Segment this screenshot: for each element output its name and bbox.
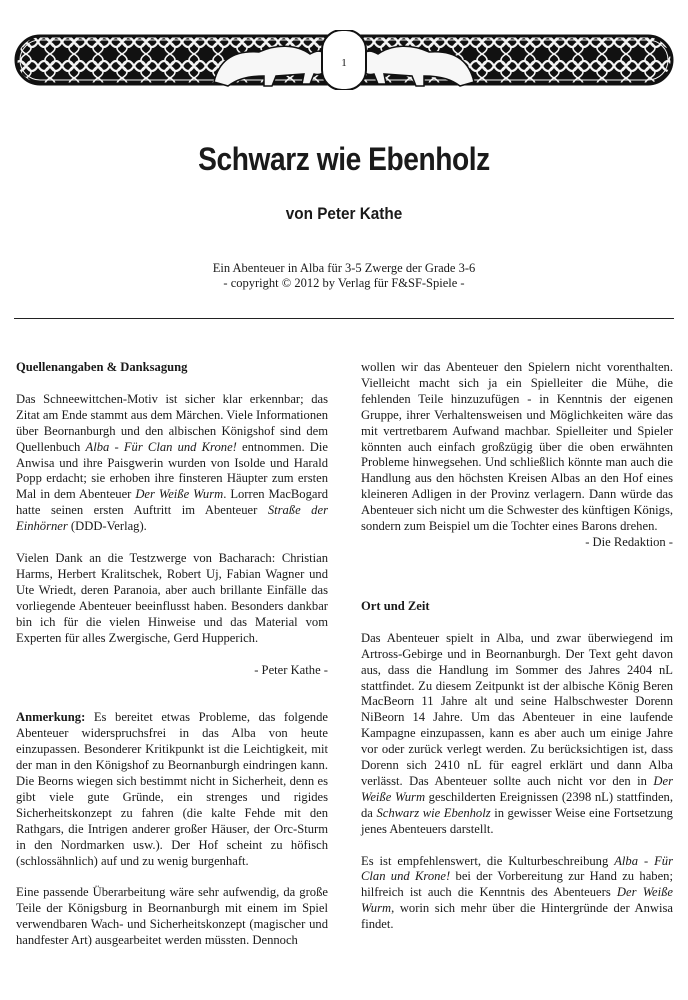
subtitle — [0, 261, 688, 291]
copyright-line: - copyright © 2012 by Verlag für F&SF-Spiele - — [223, 276, 465, 290]
paragraph-revision: Eine passende Überarbeitung wäre sehr aufwendig, da große Teile der Königsburg in Beornanburgh mit einem im Spiel verwendbaren Wach- und Sicherheitskonzept (magischer und handfester Art) ausgearbeitet werden müssten. Dennoch — [16, 885, 328, 948]
right-column — [361, 360, 673, 933]
paragraph-note: Anmerkung: Es bereitet etwas Probleme, das folgende Abenteuer widerspruchsfrei in das Alba von heute einzupassen. Besonderer Kritikpunkt ist die Leichtigkeit, mit der man in den Königshof zu Beornanburgh eindringen kann. Die Beorns wiegen sich bestimmt nicht in Sicherheit, denn es gibt viele gute Gründe, ein strenges und rigides Sicherheitskonzept zu fahren (die kalte Fehde mit den Rathgars, die Intrigen anderer großer Häuser, der Orc-Sturm in den Nordmarken usw.). Der Hof scheint zu höfisch (schlossähnlich) auf und zu wenig burgenhaft. — [16, 710, 328, 868]
paragraph-place-time: Das Abenteuer spielt in Alba, und zwar überwiegend im Artross-Gebirge und in Beornanburgh. Der Text geht davon aus, dass die Handlung im Sommer des Jahres 2404 nL stattfindet. Zu diesem Zeitpunkt ist der albische König Beren MacBeorn 11 Jahre alt und seine Halbschwester Dorenn NiBeorn 14 Jahre. Um das Abenteuer in eine laufende Kampagne einzupassen, kann es aber auch um einige Jahre vor oder zurück verlegt werden. Zu berücksichtigen ist, dass Dorenn sich 2410 nL für eagrel erklärt und dann Alba verlässt. Das Abenteuer sollte auch nicht vor den in Der Weiße Wurm geschilderten Ereignissen (2398 nL) stattfinden, da Schwarz wie Ebenholz in gewisser Weise eine Fortsetzung jenes Abenteuers darstellt. — [361, 630, 674, 836]
section-heading-place-time: Ort und Zeit — [361, 598, 430, 613]
horizontal-rule — [14, 318, 674, 319]
celtic-knotwork-banner — [14, 30, 674, 90]
page-title: Schwarz wie Ebenholz — [198, 141, 490, 177]
section-heading-sources: Quellenangaben & Danksagung — [16, 360, 188, 374]
signature-author: - Peter Kathe - — [254, 662, 328, 677]
paragraph-sources: Das Schneewittchen-Motiv ist sicher klar erkennbar; das Zitat am Ende stammt aus dem Märchen. Viele Informationen über Beornanburgh und den albischen Königshof sind dem Quellenbuch Alba - Für Clan und Krone! entnommen. Die Anwisa und ihre Paisgwerin wurden von Isolde und Harald Popp erdacht; sie erhoben ihre finsteren Häupter zum ersten Mal in dem Abenteuer Der Weiße Wurm. Lorren MacBogard hatte seinen ersten Auftritt im Abenteuer Straße der Einhörner (DDD-Verlag). — [16, 391, 329, 534]
left-column — [16, 360, 328, 949]
author-line: von Peter Kathe — [285, 204, 403, 223]
page-number: 1 — [341, 57, 347, 69]
paragraph-continuation: wollen wir das Abenteuer den Spielern nicht vorenthalten. Vielleicht macht sich ja ein Spielleiter die Mühe, die fehlenden Teile hinzuzufügen - in Kenntnis der eigenen Gruppe, ihrer Verhaltensweisen und Möglichkeiten wäre das mit vertretbarem Aufwand machbar. Spielleiter und Spieler könnten auch einfach großzügig über die oben erwähnten Probleme hinwegsehen. Und schließlich könnte man auch die Handlung aus den höchsten Kreisen Albas an den Hof eines kleineren Adligen in der Provinz verlagern. Dann würde das Abenteuer sich nicht um die Schwester des künftigen Königs, sondern zum Beispiel um die Tochter eines Barons drehen. — [361, 360, 673, 534]
paragraph-thanks: Vielen Dank an die Testzwerge von Bacharach: Christian Harms, Herbert Kralitschek, Robert Uj, Fabian Wagner und Ute Wriedt, deren Paranoia, aber auch brillante Einfälle das vorliegende Abenteuer beeinflusst haben. Besonders dankbar bin ich für die vielen Hinweise und das Material vom Experten für alles Zwergische, Gerd Hupperich. — [16, 551, 328, 645]
signature-editors: - Die Redaktion - — [585, 534, 673, 549]
paragraph-recommendation: Es ist empfehlenswert, die Kulturbeschreibung Alba - Für Clan und Krone! bei der Vorbereitung zur Hand zu haben; hilfreich ist auch die Kenntnis des Abenteuers Der Weiße Wurm, worin sich mehr über die Hintergründe der Anwisa findet. — [361, 853, 674, 932]
subtitle-line-1: Ein Abenteuer in Alba für 3-5 Zwerge der Grade 3-6 — [212, 261, 476, 275]
